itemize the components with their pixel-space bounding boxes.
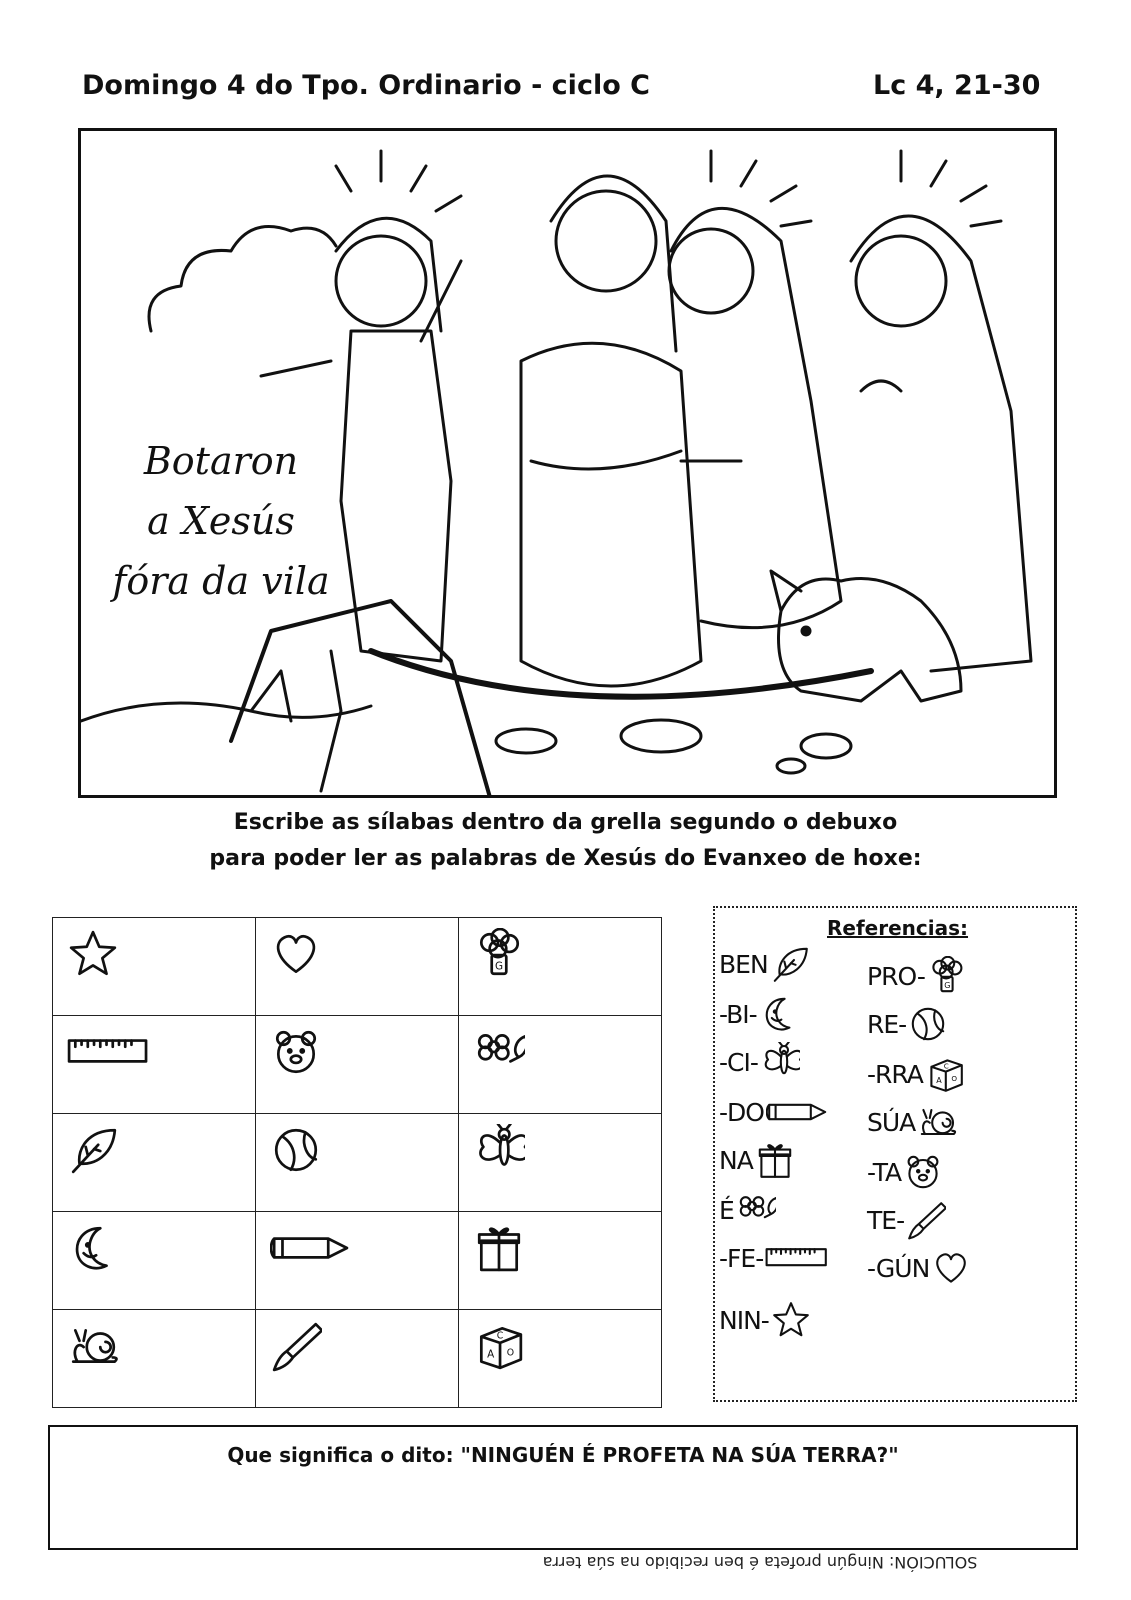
- grid-cell[interactable]: [53, 1114, 256, 1212]
- reference-item: [719, 1238, 828, 1278]
- grid-cell[interactable]: [459, 1310, 662, 1408]
- broccoli-icon: [473, 928, 525, 980]
- leaf-icon: [67, 1124, 119, 1176]
- grid-row: [53, 1212, 662, 1310]
- snail-icon: [917, 1102, 957, 1142]
- coloring-illustration: [78, 128, 1057, 798]
- caption-line-1: Botaron: [143, 439, 299, 483]
- references-box: [713, 906, 1077, 1402]
- svg-text:O: O: [506, 1347, 515, 1359]
- heart-icon: [931, 1248, 971, 1288]
- reference-syllable: PRO-: [867, 961, 925, 991]
- grid-cell[interactable]: [256, 1016, 459, 1114]
- reference-syllable: -RRA: [867, 1059, 923, 1089]
- reference-syllable: NIN-: [719, 1305, 769, 1335]
- reference-syllable: -TA: [867, 1157, 902, 1187]
- moon-icon: [759, 994, 799, 1034]
- reference-syllable: SÚA: [867, 1107, 916, 1137]
- reference-syllable: TE-: [867, 1205, 905, 1235]
- reference-item: [719, 1092, 828, 1132]
- grid-row: [53, 918, 662, 1016]
- gospel-reference: Lc 4, 21-30: [873, 70, 1041, 101]
- ball-icon: [270, 1124, 322, 1176]
- question-text: Que significa o dito: "NINGUÉN É PROFETA NA SÚA TERRA?": [227, 1443, 899, 1467]
- butterfly-icon: [760, 1042, 800, 1082]
- reference-item: [719, 1190, 776, 1230]
- ball-icon: [908, 1004, 948, 1044]
- pencil-icon: [270, 1222, 351, 1274]
- paintbrush-icon: [906, 1200, 946, 1240]
- reference-item: [867, 1054, 965, 1094]
- gift-icon: [755, 1140, 795, 1180]
- star-icon: [67, 928, 119, 980]
- ruler-icon: [765, 1238, 827, 1278]
- reference-item: [867, 1200, 946, 1240]
- caption-line-2: a Xesús: [147, 499, 295, 543]
- block-icon: [925, 1054, 965, 1094]
- svg-text:A: A: [487, 1348, 495, 1361]
- reference-item: [867, 1248, 971, 1288]
- reference-syllable: RE-: [867, 1009, 907, 1039]
- grid-cell[interactable]: [459, 1016, 662, 1114]
- svg-text:O: O: [951, 1074, 957, 1084]
- svg-text:G: G: [494, 960, 504, 973]
- reference-item: [867, 956, 967, 996]
- grid-cell[interactable]: [53, 1212, 256, 1310]
- flower-icon: [473, 1026, 525, 1078]
- grid-row: [53, 1114, 662, 1212]
- reference-item: [719, 994, 799, 1034]
- bear-icon: [903, 1152, 943, 1192]
- reference-item: [719, 944, 810, 984]
- reference-item: [867, 1004, 948, 1044]
- page-title: Domingo 4 do Tpo. Ordinario - ciclo C: [82, 70, 650, 101]
- moon-icon: [67, 1222, 119, 1274]
- reference-item: [719, 1300, 811, 1340]
- flower-icon: [736, 1190, 776, 1230]
- svg-text:C: C: [943, 1061, 948, 1071]
- block-icon: [473, 1320, 525, 1372]
- reference-syllable: -DO: [719, 1097, 764, 1127]
- instruction-line-1: Escribe as sílabas dentro da grella segundo o debuxo: [233, 810, 898, 835]
- reference-syllable: -CI-: [719, 1047, 758, 1077]
- bear-icon: [270, 1026, 322, 1078]
- grid-row: [53, 1016, 662, 1114]
- solution-text: SOLUCIÓN: Ningún profeta é ben recibido na súa terra: [542, 1553, 978, 1572]
- reference-item: [867, 1102, 957, 1142]
- reference-syllable: NA: [719, 1145, 753, 1175]
- grid-cell[interactable]: [256, 1114, 459, 1212]
- references-title: Referencias:: [827, 916, 969, 940]
- reference-syllable: BEN: [719, 949, 768, 979]
- heart-icon: [270, 928, 322, 980]
- ruler-icon: [67, 1026, 148, 1078]
- grid-row: [53, 1310, 662, 1408]
- instruction-line-2: para poder ler as palabras de Xesús do Evanxeo de hoxe:: [209, 846, 922, 871]
- reference-syllable: -FE-: [719, 1243, 764, 1273]
- reference-syllable: -BI-: [719, 999, 757, 1029]
- grid-cell[interactable]: [53, 918, 256, 1016]
- syllable-grid: [52, 917, 662, 1408]
- pencil-icon: [766, 1092, 828, 1132]
- reference-item: [719, 1042, 800, 1082]
- leaf-icon: [770, 944, 810, 984]
- reference-item: [867, 1152, 943, 1192]
- svg-text:A: A: [936, 1075, 941, 1085]
- grid-cell[interactable]: [256, 918, 459, 1016]
- broccoli-icon: [927, 956, 967, 996]
- paintbrush-icon: [270, 1320, 322, 1372]
- question-box[interactable]: [48, 1425, 1078, 1550]
- grid-cell[interactable]: [53, 1016, 256, 1114]
- grid-cell[interactable]: [256, 1310, 459, 1408]
- svg-text:G: G: [944, 981, 950, 990]
- grid-cell[interactable]: [459, 1114, 662, 1212]
- svg-text:C: C: [496, 1330, 504, 1342]
- reference-syllable: É: [719, 1195, 734, 1225]
- reference-syllable: -GÚN: [867, 1253, 930, 1283]
- caption-line-3: fóra da vila: [112, 559, 330, 603]
- gift-icon: [473, 1222, 525, 1274]
- grid-cell[interactable]: [256, 1212, 459, 1310]
- illustration-caption: [101, 431, 341, 611]
- grid-cell[interactable]: [53, 1310, 256, 1408]
- butterfly-icon: [473, 1124, 525, 1176]
- grid-cell[interactable]: [459, 918, 662, 1016]
- snail-icon: [67, 1320, 119, 1372]
- grid-cell[interactable]: [459, 1212, 662, 1310]
- reference-item: [719, 1140, 795, 1180]
- star-icon: [771, 1300, 811, 1340]
